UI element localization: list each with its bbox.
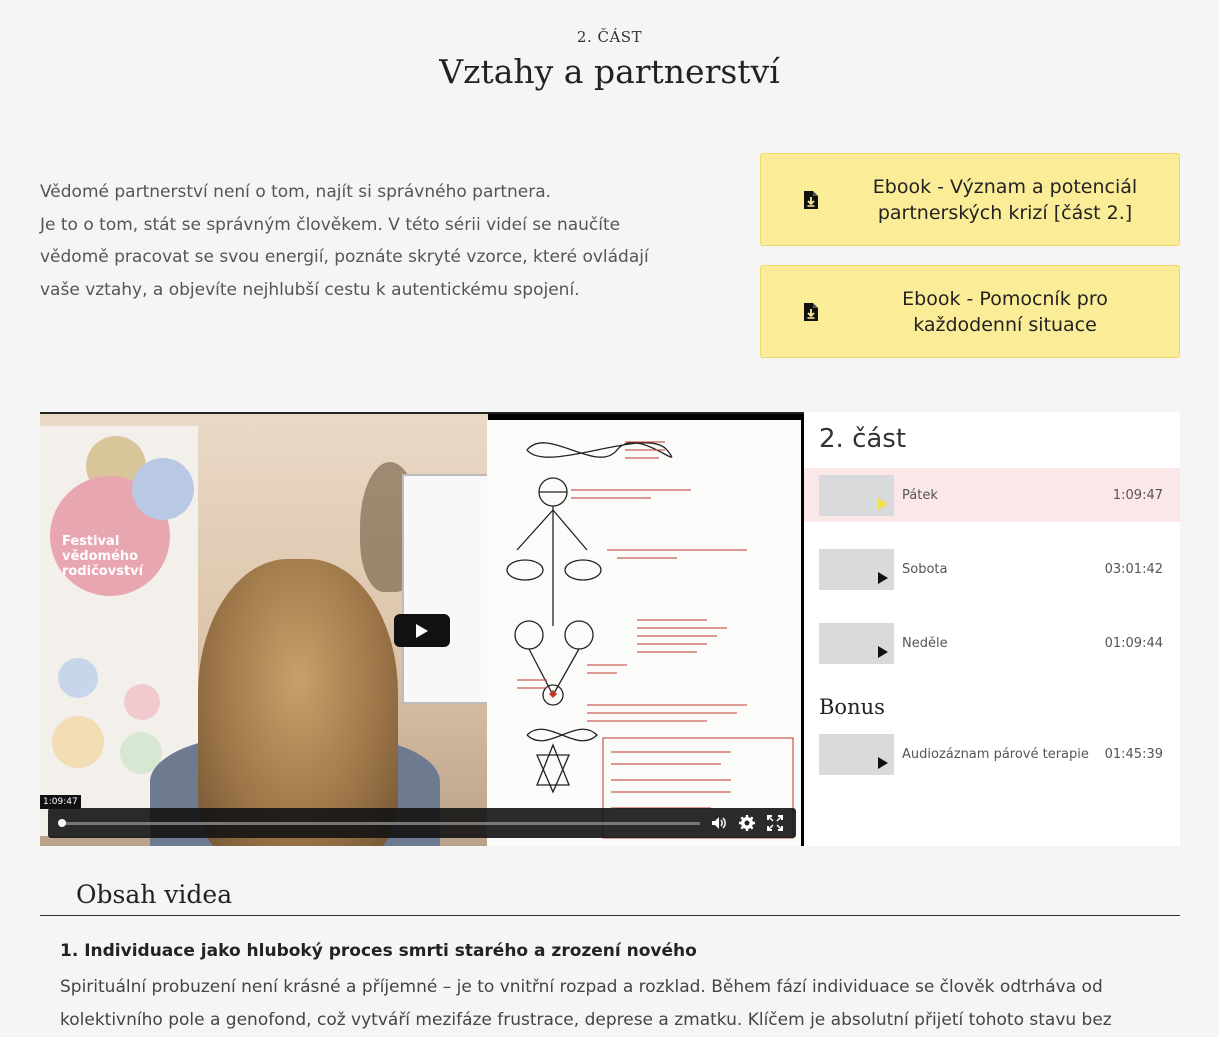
play-icon [877, 756, 889, 770]
volume-icon[interactable] [710, 814, 728, 832]
file-download-icon [761, 302, 861, 322]
gear-icon[interactable] [738, 814, 756, 832]
playlist-item-sobota[interactable] [804, 542, 1180, 596]
playlist-item-duration: 03:01:42 [1104, 561, 1163, 577]
audience-member [198, 559, 398, 846]
play-icon [877, 645, 889, 659]
play-icon [415, 623, 429, 639]
video-thumbnail [819, 623, 894, 664]
playlist-title: 2. část [819, 424, 907, 454]
playlist-item-duration: 01:09:44 [1104, 635, 1163, 651]
playlist-item-patek[interactable] [804, 468, 1180, 522]
intro-text [40, 176, 660, 306]
playlist-item-audiozaznam[interactable] [804, 727, 1180, 781]
progress-knob[interactable] [58, 819, 66, 827]
playlist-item-duration: 01:45:39 [1104, 746, 1163, 762]
video-thumbnail [819, 734, 894, 775]
video-thumbnail [819, 549, 894, 590]
content-heading: 1. Individuace jako hluboký proces smrti starého a zrození nového [60, 941, 697, 961]
video-content-title: Obsah videa [76, 880, 233, 909]
play-button[interactable] [394, 614, 450, 647]
ebook-download-button-2[interactable] [760, 265, 1180, 358]
video-player[interactable] [40, 412, 804, 846]
whiteboard-diagram [487, 420, 801, 846]
progress-bar[interactable] [60, 822, 700, 825]
play-icon [877, 571, 889, 585]
intro-line-2: Je to o tom, stát se správným člověkem. V této sérii videí se naučíte vědomě pracovat se svou energií, poznáte skryté vzorce, které ovládají vaše vztahy, a objevíte nejhlubší cestu k autentickému spojení. [40, 214, 649, 300]
playlist-item-name: Neděle [902, 635, 948, 651]
playlist-item-name: Sobota [902, 561, 948, 577]
play-icon [877, 497, 889, 511]
bonus-heading: Bonus [819, 695, 885, 719]
playlist-item-duration: 1:09:47 [1112, 487, 1163, 503]
intro-line-1: Vědomé partnerství není o tom, najít si správného partnera. [40, 182, 552, 202]
file-download-icon [761, 190, 861, 210]
banner-text: Festival vědomého rodičovství [62, 534, 144, 579]
ebook-download-button-1[interactable] [760, 153, 1180, 246]
video-thumbnail [819, 475, 894, 516]
video-controls [48, 808, 796, 838]
fullscreen-icon[interactable] [766, 814, 784, 832]
content-body: Spirituální probuzení není krásné a příjemné – je to vnitřní rozpad a rozklad. Během fází individuace se člověk odtrháva od kolektivního pole a genofond, což vytváří mezifáze frustrace, deprese a zmatku. Klíčem je absolutní přijetí tohoto stavu bez [60, 977, 1112, 1030]
playlist-item-name: Pátek [902, 487, 938, 503]
ebook-label-1: Ebook - Význam a potenciál partnerských krizí [část 2.] [872, 175, 1138, 224]
page-header [0, 28, 1219, 91]
playlist-item-name: Audiozáznam párové terapie [902, 746, 1089, 762]
playlist-item-nedele[interactable] [804, 616, 1180, 670]
ebook-label-2: Ebook - Pomocník pro každodenní situace [902, 287, 1108, 336]
part-label: 2. ČÁST [576, 28, 643, 46]
video-timestamp: 1:09:47 [40, 795, 81, 809]
video-playlist [804, 412, 1180, 846]
page-title: Vztahy a partnerství [439, 52, 780, 91]
divider [40, 915, 1180, 916]
